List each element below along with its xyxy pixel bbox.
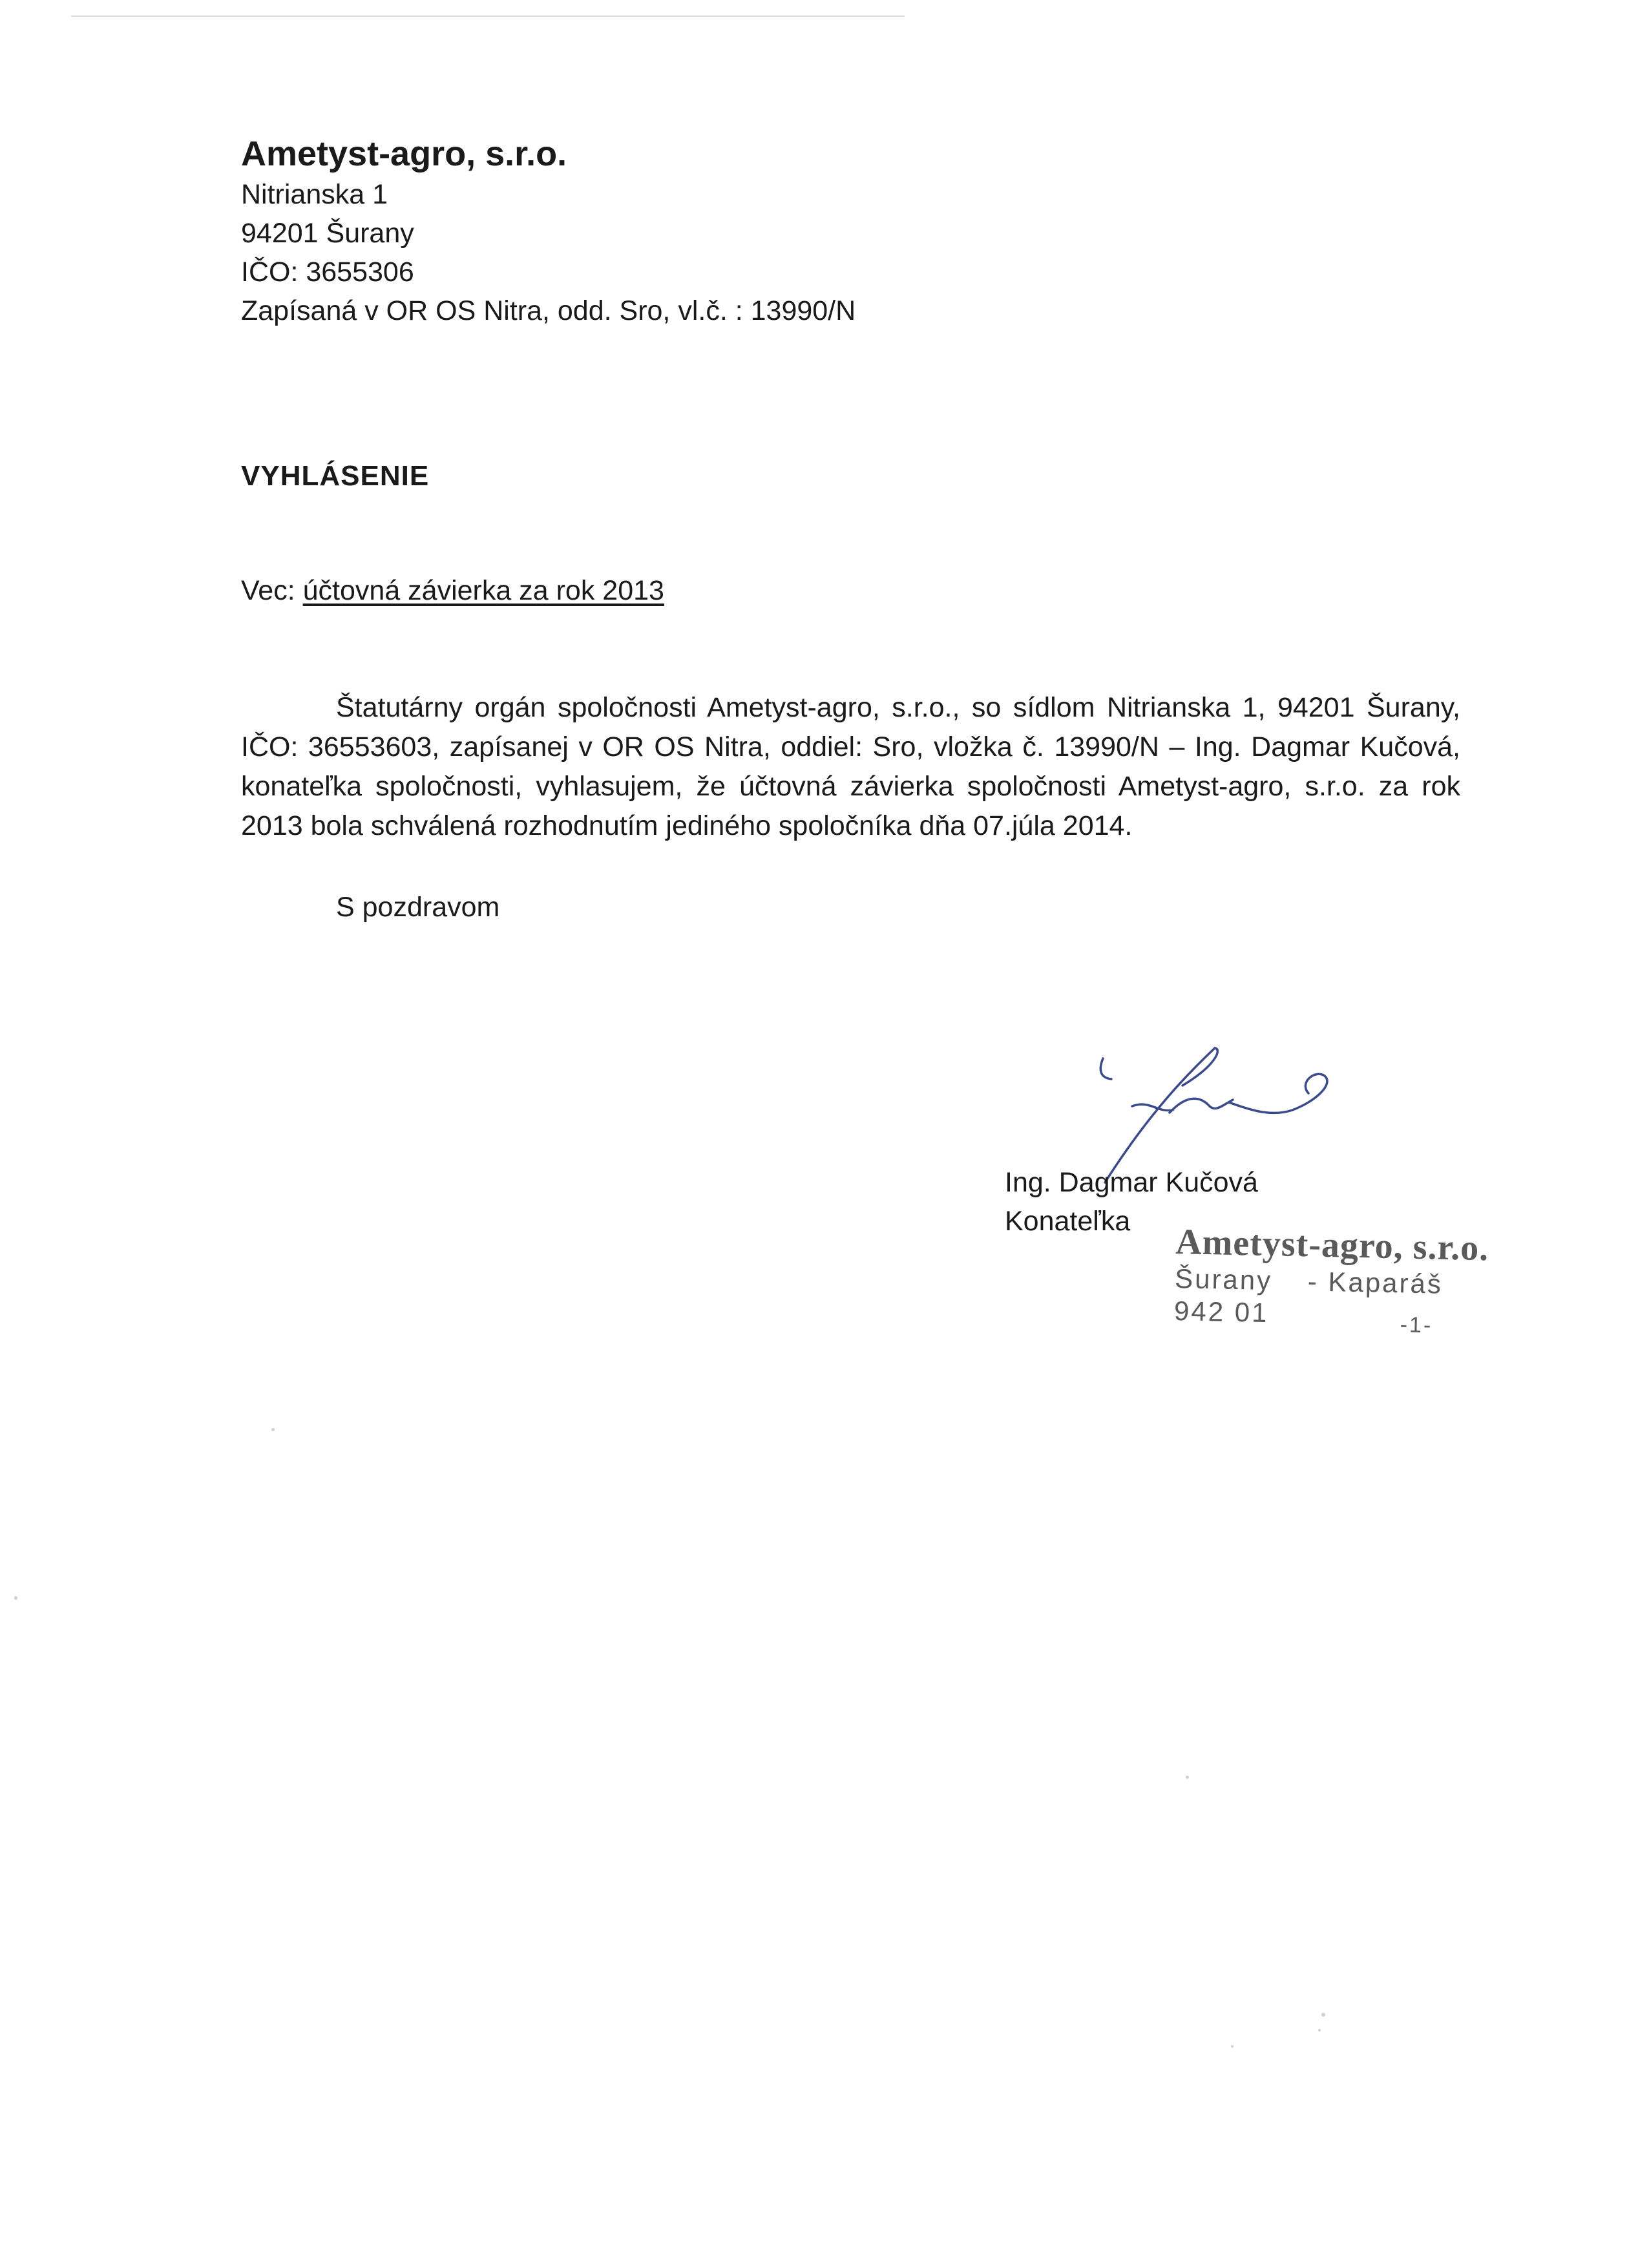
subject-value: účtovná závierka za rok 2013 [302,575,664,606]
stamp-postal-code: 942 01 [1173,1295,1270,1328]
scan-speck [1318,2029,1321,2032]
registration-line: Zapísaná v OR OS Nitra, odd. Sro, vl.č. : 13990/N [241,295,856,326]
signer-name: Ing. Dagmar Kučová [1005,1167,1258,1198]
declaration-body: Štatutárny orgán spoločnosti Ametyst-agro, s.r.o., so sídlom Nitrianska 1, 94201 Šurany, IČO: 36553603, zapísanej v OR OS Nitra, oddiel: Sro, vložka č. 13990/N – Ing. Dagmar Kučová, konateľka spoločnosti, vyhlasujem, že účtovná závierka spoločnosti Ametyst-agro, s.r.o. za rok 2013 bola schválená rozhodnutím jediného spoločníka dňa 07.júla 2014. [241,692,1460,841]
subject-line [241,575,664,607]
company-stamp [1173,1221,1489,1338]
stamp-city: Šurany [1174,1263,1273,1296]
closing-greeting: S pozdravom [336,892,500,923]
scan-speck [1186,1776,1189,1779]
ico-line: IČO: 3655306 [241,257,414,288]
stamp-number-row [1173,1295,1488,1338]
subject-label: Vec: [241,575,303,606]
company-name: Ametyst-agro, s.r.o. [241,134,567,173]
stamp-company-name: Ametyst-agro, s.r.o. [1175,1221,1489,1269]
stamp-locality: Kaparáš [1328,1266,1444,1299]
address-city: 94201 Šurany [241,218,414,249]
stamp-sequence: -1- [1400,1312,1433,1338]
signer-role: Konateľka [1005,1206,1131,1237]
scan-speck [1321,2013,1325,2017]
scan-speck [14,1596,17,1600]
address-street: Nitrianska 1 [241,179,388,210]
document-title: VYHLÁSENIE [241,460,430,492]
scan-edge-line [71,16,905,17]
scan-speck [271,1428,275,1431]
letterhead [241,132,856,330]
stamp-separator: - [1307,1266,1319,1297]
scan-speck [1231,2045,1234,2048]
